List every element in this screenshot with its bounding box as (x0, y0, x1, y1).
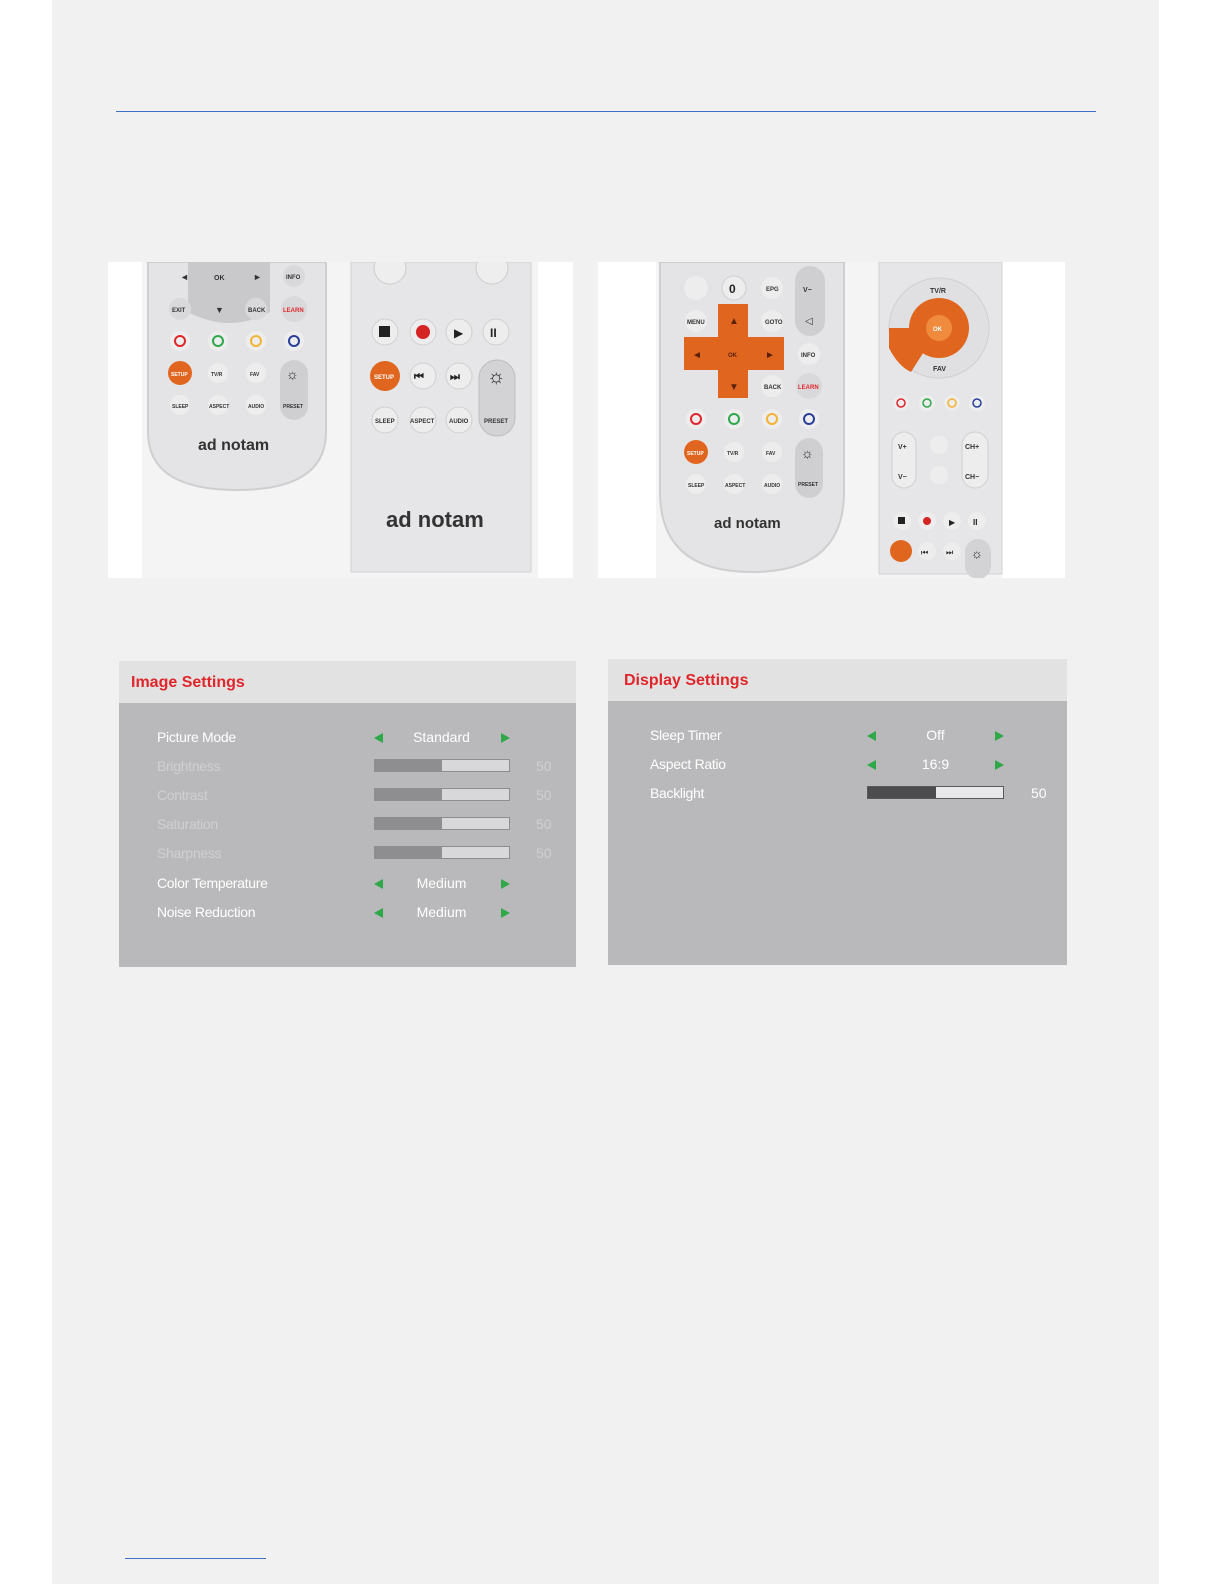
noise-reduction-label: Noise Reduction (157, 904, 256, 920)
preset-label: PRESET (283, 404, 304, 410)
color-temperature-label: Color Temperature (157, 875, 268, 891)
sleep-label: SLEEP (172, 404, 189, 410)
left-arrow-icon[interactable] (867, 731, 876, 741)
image-settings-title: Image Settings (131, 674, 245, 691)
svg-text:►: ► (765, 350, 775, 361)
sleep-timer-label: Sleep Timer (650, 727, 722, 743)
contrast-slider[interactable] (374, 788, 510, 801)
sharpness-label: Sharpness (157, 845, 222, 861)
footer-rule (125, 1558, 266, 1559)
svg-text:OK: OK (933, 327, 942, 333)
exit-label: EXIT (172, 308, 186, 314)
brightness-row[interactable] (119, 755, 576, 777)
svg-text:⏮: ⏮ (921, 548, 929, 557)
back-label: BACK (248, 308, 266, 314)
image-settings-header (119, 661, 576, 703)
svg-text:OK: OK (728, 353, 737, 359)
svg-text:▶: ▶ (454, 326, 464, 340)
aspect-label-b: ASPECT (410, 419, 435, 425)
remote-d-body (879, 262, 1002, 578)
preset-label-b: PRESET (484, 419, 509, 425)
aspect-label-c: ASPECT (725, 483, 746, 489)
right-arrow-icon[interactable] (501, 908, 510, 918)
color-temperature-value: Medium (416, 875, 467, 891)
svg-text:◁: ◁ (805, 316, 813, 327)
saturation-fill (375, 818, 442, 829)
info-label: INFO (286, 275, 301, 281)
chplus-label: CH+ (965, 444, 980, 451)
display-settings-panel (608, 659, 1067, 965)
chminus-label: CH− (965, 474, 980, 481)
back-label-c: BACK (764, 385, 782, 391)
svg-text:⏭: ⏭ (946, 548, 954, 557)
left-arrow-icon[interactable] (374, 879, 383, 889)
epg-label: EPG (766, 287, 779, 293)
tvr-label-d: TV/R (930, 288, 946, 295)
backlight-slider[interactable] (867, 786, 1004, 799)
brightness-value: 50 (536, 758, 552, 774)
brand-logo-b: ad notam (386, 507, 484, 532)
svg-text:►: ► (253, 272, 262, 282)
right-arrow-icon[interactable] (995, 760, 1004, 770)
sharpness-row[interactable] (119, 842, 576, 864)
saturation-slider[interactable] (374, 817, 510, 830)
header-rule (116, 111, 1096, 112)
aspect-ratio-row[interactable] (608, 753, 1067, 775)
svg-text:▼: ▼ (729, 382, 739, 393)
picture-mode-row[interactable] (119, 726, 576, 748)
tvr-label-c: TV/R (727, 451, 739, 457)
contrast-label: Contrast (157, 787, 208, 803)
svg-text:▼: ▼ (215, 305, 224, 315)
contrast-fill (375, 789, 442, 800)
remote-photo-2 (598, 262, 1065, 578)
brightness-fill (375, 760, 442, 771)
tvr-label: TV/R (211, 372, 223, 378)
display-settings-header (608, 659, 1067, 701)
ok-label: OK (214, 275, 225, 282)
left-arrow-icon[interactable] (374, 908, 383, 918)
brightness-label: Brightness (157, 758, 221, 774)
light-icon-b: ☼ (487, 366, 506, 388)
noise-reduction-row[interactable] (119, 901, 576, 923)
info-label-c: INFO (801, 353, 816, 359)
backlight-fill (868, 787, 936, 798)
svg-text:⏭: ⏭ (450, 371, 460, 383)
svg-text:◄: ◄ (692, 350, 702, 361)
setup-label-c: SETUP (687, 451, 704, 457)
brightness-slider[interactable] (374, 759, 510, 772)
remote-photo-1 (108, 262, 573, 578)
brand-logo: ad notam (198, 437, 270, 454)
audio-label: AUDIO (248, 404, 265, 410)
right-arrow-icon[interactable] (501, 733, 510, 743)
sleep-timer-row[interactable] (608, 724, 1067, 746)
zero-label: 0 (729, 282, 736, 296)
vplus-label: V+ (898, 444, 907, 451)
noise-reduction-value: Medium (416, 904, 467, 920)
saturation-label: Saturation (157, 816, 218, 832)
svg-text:⏮: ⏮ (414, 371, 424, 383)
sleep-label-b: SLEEP (375, 419, 395, 425)
fav-label-d: FAV (933, 366, 947, 373)
right-arrow-icon[interactable] (995, 731, 1004, 741)
picture-mode-value: Standard (413, 729, 470, 745)
svg-text:▲: ▲ (729, 316, 739, 327)
sharpness-value: 50 (536, 845, 552, 861)
setup-label-b: SETUP (374, 375, 395, 381)
sleep-label-c: SLEEP (688, 483, 705, 489)
aspect-ratio-value: 16:9 (921, 756, 950, 772)
preset-label-c: PRESET (798, 482, 819, 488)
sleep-timer-value: Off (926, 727, 945, 743)
remote-c-body (660, 262, 844, 572)
svg-text:▶: ▶ (949, 518, 956, 527)
display-settings-title: Display Settings (624, 672, 749, 689)
sharpness-slider[interactable] (374, 846, 510, 859)
remote-a-body (148, 262, 326, 490)
audio-label-b: AUDIO (449, 419, 469, 425)
light-icon-d: ☼ (971, 546, 983, 561)
fav-label: FAV (250, 372, 260, 378)
left-arrow-icon[interactable] (867, 760, 876, 770)
aspect-ratio-label: Aspect Ratio (650, 756, 726, 772)
svg-text:II: II (490, 326, 497, 340)
saturation-row[interactable] (119, 813, 576, 835)
right-arrow-icon[interactable] (501, 879, 510, 889)
svg-text:◄: ◄ (180, 272, 189, 282)
picture-mode-label: Picture Mode (157, 729, 236, 745)
vminus-label: V− (803, 287, 812, 294)
saturation-value: 50 (536, 816, 552, 832)
goto-label: GOTO (765, 320, 783, 326)
svg-text:II: II (973, 518, 978, 527)
audio-label-c: AUDIO (764, 483, 781, 489)
setup-label: SETUP (171, 372, 188, 378)
brand-logo-c: ad notam (714, 515, 781, 532)
learn-label-c: LEARN (798, 385, 819, 391)
remote-b-body (351, 262, 531, 572)
menu-label: MENU (687, 320, 705, 326)
image-settings-panel (119, 661, 576, 967)
backlight-value: 50 (1031, 785, 1047, 801)
backlight-row[interactable] (608, 782, 1067, 804)
vminus-label-d: V− (898, 474, 907, 481)
light-icon-c: ☼ (801, 445, 814, 461)
fav-label-c: FAV (766, 451, 776, 457)
backlight-label: Backlight (650, 785, 705, 801)
left-arrow-icon[interactable] (374, 733, 383, 743)
sharpness-fill (375, 847, 442, 858)
contrast-row[interactable] (119, 784, 576, 806)
contrast-value: 50 (536, 787, 552, 803)
learn-label: LEARN (283, 308, 304, 314)
color-temperature-row[interactable] (119, 872, 576, 894)
light-icon: ☼ (286, 366, 299, 382)
aspect-label: ASPECT (209, 404, 230, 410)
